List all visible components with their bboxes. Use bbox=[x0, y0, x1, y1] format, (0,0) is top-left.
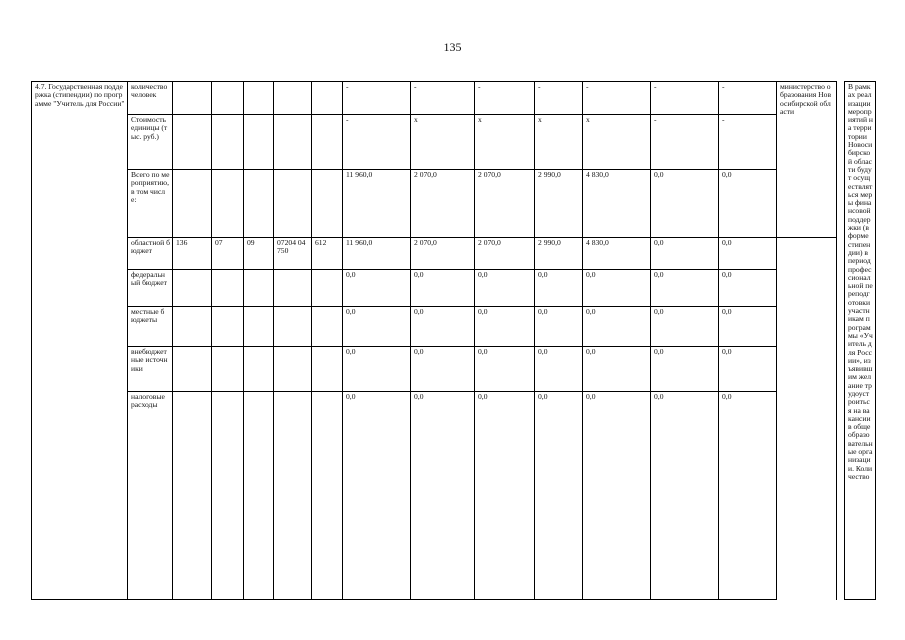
classification-code-cell bbox=[274, 307, 312, 347]
table-row bbox=[32, 115, 876, 170]
amount-cell: 11 960,0 bbox=[343, 238, 411, 270]
classification-code-cell bbox=[173, 307, 212, 347]
classification-code-cell: 07 bbox=[212, 238, 244, 270]
classification-code-cell bbox=[212, 170, 244, 238]
classification-code-cell bbox=[173, 170, 212, 238]
amount-cell: - bbox=[719, 82, 777, 115]
amount-cell: 0,0 bbox=[411, 347, 475, 392]
classification-code-cell bbox=[312, 170, 343, 238]
amount-cell: - bbox=[583, 82, 651, 115]
amount-cell: 11 960,0 bbox=[343, 170, 411, 238]
amount-cell: 0,0 bbox=[343, 307, 411, 347]
classification-code-cell bbox=[274, 170, 312, 238]
amount-cell: 0,0 bbox=[651, 307, 719, 347]
table-row bbox=[32, 392, 876, 600]
classification-code-cell bbox=[274, 115, 312, 170]
amount-cell: 0,0 bbox=[583, 270, 651, 307]
table-row bbox=[32, 238, 876, 270]
amount-cell: 0,0 bbox=[411, 307, 475, 347]
classification-code-cell bbox=[173, 82, 212, 115]
classification-code-cell: 136 bbox=[173, 238, 212, 270]
classification-code-cell bbox=[312, 270, 343, 307]
amount-cell: 0,0 bbox=[651, 238, 719, 270]
classification-code-cell bbox=[312, 115, 343, 170]
classification-code-cell bbox=[312, 392, 343, 600]
amount-cell: - bbox=[651, 82, 719, 115]
amount-cell: 2 070,0 bbox=[411, 238, 475, 270]
amount-cell: 0,0 bbox=[535, 270, 583, 307]
amount-cell: 0,0 bbox=[535, 307, 583, 347]
amount-cell: 0,0 bbox=[475, 307, 535, 347]
amount-cell: 0,0 bbox=[719, 347, 777, 392]
table-row bbox=[32, 170, 876, 238]
classification-code-cell bbox=[212, 82, 244, 115]
table-row bbox=[32, 82, 876, 115]
amount-cell: - bbox=[719, 115, 777, 170]
indicator-label: Стоимость единицы (тыс. руб.) bbox=[128, 115, 173, 170]
amount-cell: - bbox=[343, 115, 411, 170]
classification-code-cell bbox=[312, 307, 343, 347]
classification-code-cell bbox=[244, 307, 274, 347]
amount-cell: 0,0 bbox=[343, 270, 411, 307]
classification-code-cell bbox=[312, 347, 343, 392]
executor-blank-cell bbox=[777, 238, 837, 600]
measure-name-cell: 4.7. Государственная поддержка (стипендии) по программе "Учитель для России" bbox=[32, 82, 128, 600]
amount-cell: - bbox=[411, 82, 475, 115]
indicator-label: налоговые расходы bbox=[128, 392, 173, 600]
table-row bbox=[32, 270, 876, 307]
amount-cell: 0,0 bbox=[475, 392, 535, 600]
amount-cell: 0,0 bbox=[719, 238, 777, 270]
executor-cell: министерство образования Новосибирской области bbox=[777, 82, 837, 238]
amount-cell: - bbox=[651, 115, 719, 170]
amount-cell: 2 990,0 bbox=[535, 238, 583, 270]
classification-code-cell bbox=[212, 392, 244, 600]
amount-cell: 0,0 bbox=[411, 270, 475, 307]
indicator-label: федеральный бюджет bbox=[128, 270, 173, 307]
classification-code-cell bbox=[274, 270, 312, 307]
table-row bbox=[32, 307, 876, 347]
classification-code-cell bbox=[244, 392, 274, 600]
amount-cell: 0,0 bbox=[651, 347, 719, 392]
amount-cell: 0,0 bbox=[719, 392, 777, 600]
result-note-cell: В рамках реализации мероприятий на территории Новосибирской области будут осуществляться меры финансовой поддержки (в форме стипендии) в период профессиональной переподготовки участникам программы «Учитель для России», изъявившим желание трудоустроиться на вакансии в общеобразовательные организации. Количество bbox=[845, 82, 876, 600]
indicator-label: количество человек bbox=[128, 82, 173, 115]
amount-cell: х bbox=[583, 115, 651, 170]
indicator-label: Всего по мероприятию, в том числе: bbox=[128, 170, 173, 238]
table-row bbox=[32, 347, 876, 392]
classification-code-cell bbox=[244, 270, 274, 307]
amount-cell: 4 830,0 bbox=[583, 238, 651, 270]
page-number: 135 bbox=[443, 40, 462, 54]
classification-code-cell bbox=[212, 270, 244, 307]
classification-code-cell bbox=[244, 347, 274, 392]
classification-code-cell bbox=[212, 115, 244, 170]
classification-code-cell bbox=[212, 347, 244, 392]
amount-cell: 0,0 bbox=[535, 347, 583, 392]
column-gap bbox=[837, 82, 845, 600]
classification-code-cell bbox=[212, 307, 244, 347]
amount-cell: х bbox=[535, 115, 583, 170]
indicator-label: внебюджетные источники bbox=[128, 347, 173, 392]
amount-cell: 0,0 bbox=[583, 307, 651, 347]
classification-code-cell bbox=[244, 170, 274, 238]
classification-code-cell bbox=[274, 392, 312, 600]
amount-cell: х bbox=[411, 115, 475, 170]
amount-cell: 4 830,0 bbox=[583, 170, 651, 238]
classification-code-cell bbox=[173, 270, 212, 307]
amount-cell: 2 990,0 bbox=[535, 170, 583, 238]
classification-code-cell: 09 bbox=[244, 238, 274, 270]
amount-cell: 2 070,0 bbox=[475, 238, 535, 270]
amount-cell: 0,0 bbox=[411, 392, 475, 600]
amount-cell: 0,0 bbox=[719, 270, 777, 307]
amount-cell: 0,0 bbox=[719, 307, 777, 347]
amount-cell: 0,0 bbox=[719, 170, 777, 238]
measure-table bbox=[31, 81, 876, 600]
classification-code-cell bbox=[244, 82, 274, 115]
amount-cell: - bbox=[475, 82, 535, 115]
amount-cell: 0,0 bbox=[583, 392, 651, 600]
amount-cell: 0,0 bbox=[651, 270, 719, 307]
amount-cell: 0,0 bbox=[583, 347, 651, 392]
amount-cell: 0,0 bbox=[535, 392, 583, 600]
amount-cell: 2 070,0 bbox=[475, 170, 535, 238]
amount-cell: 0,0 bbox=[475, 347, 535, 392]
indicator-label: областной бюджет bbox=[128, 238, 173, 270]
classification-code-cell bbox=[173, 347, 212, 392]
classification-code-cell bbox=[173, 115, 212, 170]
amount-cell: 0,0 bbox=[475, 270, 535, 307]
classification-code-cell bbox=[173, 392, 212, 600]
amount-cell: 0,0 bbox=[651, 170, 719, 238]
amount-cell: 0,0 bbox=[651, 392, 719, 600]
classification-code-cell: 612 bbox=[312, 238, 343, 270]
amount-cell: х bbox=[475, 115, 535, 170]
classification-code-cell bbox=[274, 347, 312, 392]
amount-cell: - bbox=[535, 82, 583, 115]
classification-code-cell: 07204 04750 bbox=[274, 238, 312, 270]
amount-cell: 0,0 bbox=[343, 392, 411, 600]
classification-code-cell bbox=[244, 115, 274, 170]
amount-cell: 2 070,0 bbox=[411, 170, 475, 238]
amount-cell: - bbox=[343, 82, 411, 115]
amount-cell: 0,0 bbox=[343, 347, 411, 392]
classification-code-cell bbox=[274, 82, 312, 115]
indicator-label: местные бюджеты bbox=[128, 307, 173, 347]
classification-code-cell bbox=[312, 82, 343, 115]
